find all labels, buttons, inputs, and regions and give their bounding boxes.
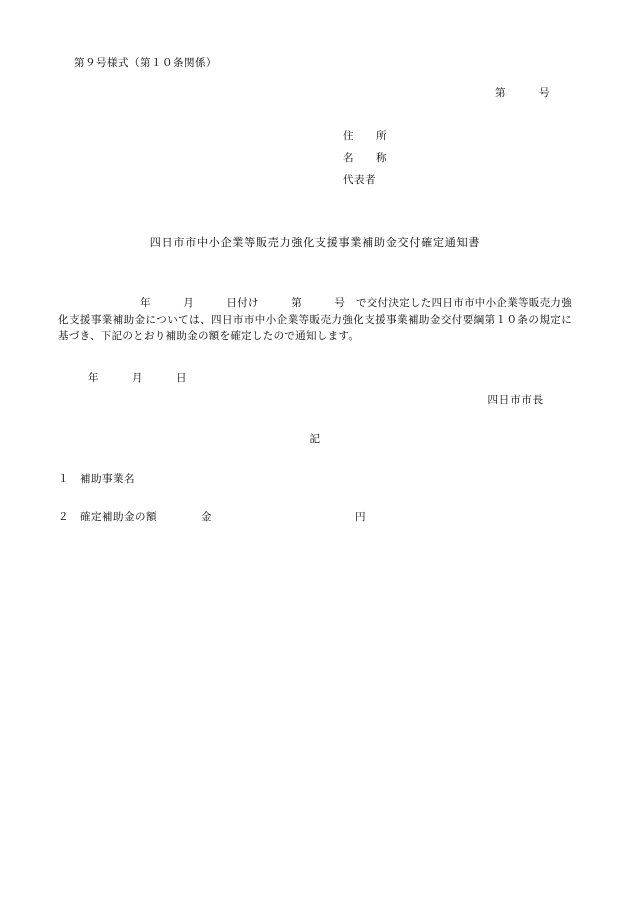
notice-body — [58, 296, 572, 345]
notice-body-line-2: 支援事業補助金については、四日市市中小企業等販売力強化支援事業補助金交付要綱第１０条 — [68, 314, 529, 326]
ki-heading: 記 — [309, 433, 321, 445]
issue-date-line: 年 月 日 — [88, 373, 187, 385]
form-id-label: 第９号様式（第１０条関係） — [74, 58, 217, 69]
notice-body-line-1: 年 月 日付け 第 号 で交付決定した四日市市中小企業等販売力強化 — [58, 298, 572, 326]
addressee-block — [343, 129, 572, 190]
notice-body-paragraph — [58, 296, 572, 345]
page-title: 四日市市中小企業等販売力強化支援事業補助金交付確定通知書 — [149, 237, 481, 250]
addressee-address-label: 住 所 — [343, 130, 387, 142]
signer-name: 四日市市長 — [487, 395, 544, 407]
addressee-representative-label: 代表者 — [343, 175, 376, 187]
notice-body-line-3: の規定に基づき、下記のとおり補助金の額を確定したので通知します。 — [58, 314, 573, 342]
document-number: 第 号 — [495, 88, 550, 100]
addressee-name-label: 名 称 — [343, 152, 387, 164]
list-item: ２ 確定補助金の額 金 円 — [58, 512, 366, 524]
list-item: １ 補助事業名 — [58, 473, 135, 485]
items-list — [58, 472, 572, 527]
